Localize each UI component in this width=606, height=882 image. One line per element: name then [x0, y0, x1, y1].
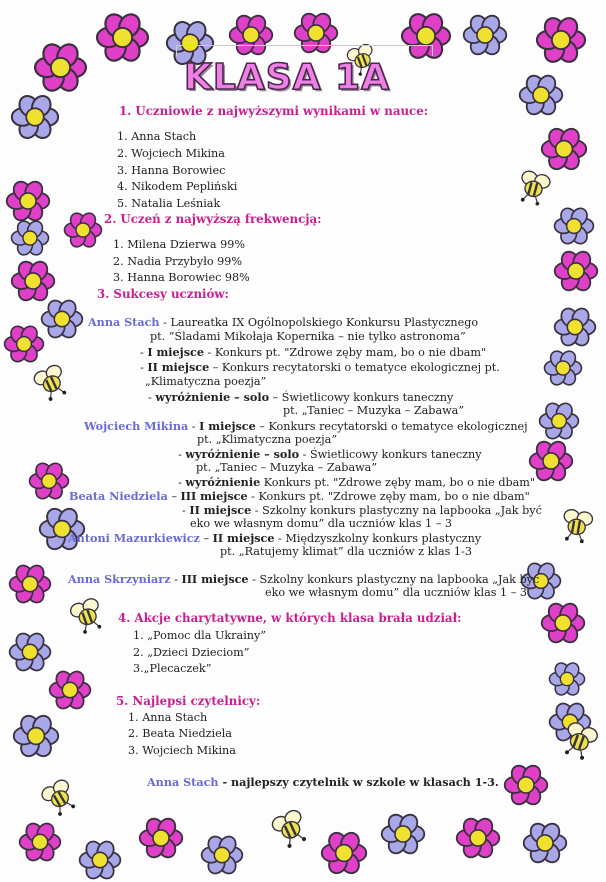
blue-flower-icon	[553, 305, 597, 349]
section1-heading: 1. Uczniowie z najwyższymi wynikami w nauce:	[119, 104, 429, 118]
achievement-line	[178, 447, 482, 462]
student-name: Anna Stach	[147, 775, 219, 789]
student-name: Beata Niedziela	[69, 489, 168, 503]
achievement-anna-skrzyniarz	[68, 572, 539, 587]
pink-flower-icon	[63, 210, 103, 250]
bee-icon	[63, 591, 112, 640]
list-item: 2. Wojciech Mikina	[117, 147, 225, 160]
blue-flower-icon	[462, 12, 508, 58]
list-item: 3. Hanna Borowiec	[117, 164, 226, 177]
pink-flower-icon	[540, 125, 588, 173]
bee-icon	[511, 164, 558, 211]
place: wyróżnienie – solo	[185, 447, 300, 461]
achievement-wojciech-mikina	[84, 419, 528, 434]
blue-flower-icon	[522, 820, 568, 866]
dash: -	[170, 573, 182, 586]
achievement-anna-stach	[88, 315, 478, 330]
dash: -	[182, 504, 190, 517]
achievement-line	[140, 345, 486, 360]
place: wyróżnienie – solo	[155, 390, 270, 404]
list-item: 1. Anna Stach	[128, 711, 208, 724]
pink-flower-icon	[48, 668, 92, 712]
dash: –	[199, 532, 213, 545]
blue-flower-icon	[553, 205, 595, 247]
blue-flower-icon	[200, 833, 244, 877]
achievement-line: pt. „Taniec – Muzyka – Zabawa”	[196, 461, 378, 474]
dash: -	[140, 361, 148, 374]
pink-flower-icon	[138, 815, 184, 861]
student-name: Wojciech Mikina	[84, 419, 189, 433]
place: III miejsce	[181, 572, 249, 586]
best-reader-text: - najlepszy czytelnik w szkole w klasach 1-3.	[218, 775, 499, 789]
blue-flower-icon	[380, 811, 426, 857]
achievement-line	[178, 475, 535, 490]
achievement-beata-niedziela	[69, 489, 530, 504]
achievement-antoni-mazurkiewicz	[68, 531, 481, 546]
title-frame	[176, 45, 433, 56]
achievement-line	[140, 360, 500, 375]
page-title: KLASA 1A	[184, 57, 390, 98]
student-name: Anna Skrzyniarz	[68, 572, 171, 586]
place: II miejsce	[147, 360, 210, 374]
pink-flower-icon	[28, 460, 70, 502]
achievement-text: - Laureatka IX Ogólnopolskiego Konkursu Plastycznego	[159, 316, 479, 329]
place: wyróżnienie	[185, 475, 261, 489]
achievement-line: pt. „Ratujemy klimat” dla uczniów z klas 1-3	[220, 545, 472, 558]
blue-flower-icon	[12, 712, 60, 760]
achievement-line: pt. ”Śladami Mikołaja Kopernika – nie tylko astronoma”	[150, 330, 466, 343]
pink-flower-icon	[535, 14, 587, 66]
achievement-line: eko we własnym domu” dla uczniów klas 1 – 3	[265, 586, 527, 599]
dash: -	[148, 391, 156, 404]
pink-flower-icon	[553, 248, 599, 294]
contest: – Konkurs recytatorski o tematyce ekologicznej pt.	[209, 361, 500, 374]
list-item: 2. „Dzieci Dzieciom”	[133, 646, 250, 659]
blue-flower-icon	[10, 218, 50, 258]
pink-flower-icon	[8, 562, 52, 606]
place: II miejsce	[189, 503, 252, 517]
blue-flower-icon	[518, 72, 564, 118]
blue-flower-icon	[40, 297, 84, 341]
contest: – Świetlicowy konkurs taneczny	[269, 391, 454, 404]
pink-flower-icon	[3, 323, 45, 365]
dash: -	[178, 476, 186, 489]
place: I miejsce	[147, 345, 204, 359]
list-item: 2. Beata Niedziela	[128, 727, 232, 740]
best-reader	[147, 775, 499, 789]
list-item: 1. „Pomoc dla Ukrainy”	[133, 629, 267, 642]
blue-flower-icon	[8, 630, 52, 674]
blue-flower-icon	[543, 348, 583, 388]
list-item: 3. Wojciech Mikina	[128, 744, 236, 757]
pink-flower-icon	[540, 600, 586, 646]
student-name: Anna Stach	[88, 315, 160, 329]
pink-flower-icon	[33, 40, 88, 95]
bee-icon	[263, 801, 316, 854]
section4-heading: 4. Akcje charytatywne, w których klasa brała udział:	[118, 611, 462, 625]
pink-flower-icon	[95, 10, 150, 65]
contest: - Szkolny konkurs plastyczny na lapbooka „Jak być	[248, 573, 540, 586]
contest: - Konkurs pt. "Zdrowe zęby mam, bo o nie dbam"	[203, 346, 487, 359]
place: III miejsce	[180, 489, 248, 503]
pink-flower-icon	[320, 829, 368, 877]
blue-flower-icon	[78, 838, 122, 882]
list-item: 1. Milena Dzierwa 99%	[113, 238, 245, 251]
contest: – Konkurs recytatorski o tematyce ekologicznej	[255, 420, 528, 433]
section5-heading: 5. Najlepsi czytelnicy:	[116, 694, 261, 708]
list-item: 2. Nadia Przybyło 99%	[113, 255, 243, 268]
list-item: 3. Hanna Borowiec 98%	[113, 271, 250, 284]
achievement-line: pt. „Taniec – Muzyka – Zabawa”	[283, 404, 465, 417]
contest: - Świetlicowy konkurs taneczny	[299, 448, 482, 461]
dash: -	[178, 448, 186, 461]
pink-flower-icon	[455, 815, 501, 861]
achievement-line	[182, 503, 542, 518]
contest: - Międzyszkolny konkurs plastyczny	[274, 532, 482, 545]
section3-heading: 3. Sukcesy uczniów:	[97, 287, 229, 301]
student-name: Antoni Mazurkiewicz	[68, 531, 200, 545]
contest: Konkurs pt. "Zdrowe zęby mam, bo o nie dbam"	[260, 476, 536, 489]
pink-flower-icon	[503, 762, 549, 808]
list-item: 4. Nikodem Pepliński	[117, 180, 238, 193]
section2-heading: 2. Uczeń z najwyższą frekwencją:	[104, 212, 322, 226]
list-item: 1. Anna Stach	[117, 130, 197, 143]
bee-icon	[33, 771, 85, 823]
place: I miejsce	[199, 419, 256, 433]
list-item: 5. Natalia Leśniak	[117, 197, 221, 210]
achievement-line: „Klimatyczna poezja”	[145, 375, 267, 388]
achievement-line: eko we własnym domu” dla uczniów klas 1 – 3	[190, 517, 452, 530]
blue-flower-icon	[538, 400, 580, 442]
list-item: 3.„Plecaczek”	[133, 662, 212, 675]
pink-flower-icon	[18, 820, 62, 864]
dash: –	[167, 490, 181, 503]
dash: -	[188, 420, 200, 433]
achievement-line: pt. „Klimatyczna poezja”	[197, 433, 338, 446]
bee-icon	[555, 503, 599, 547]
blue-flower-icon	[10, 92, 60, 142]
contest: - Konkurs pt. "Zdrowe zęby mam, bo o nie dbam"	[247, 490, 530, 503]
achievement-line	[148, 390, 453, 405]
place: II miejsce	[212, 531, 275, 545]
blue-flower-icon	[548, 660, 586, 698]
contest: - Szkolny konkurs plastyczny na lapbooka „Jak być	[251, 504, 542, 517]
dash: -	[140, 346, 148, 359]
